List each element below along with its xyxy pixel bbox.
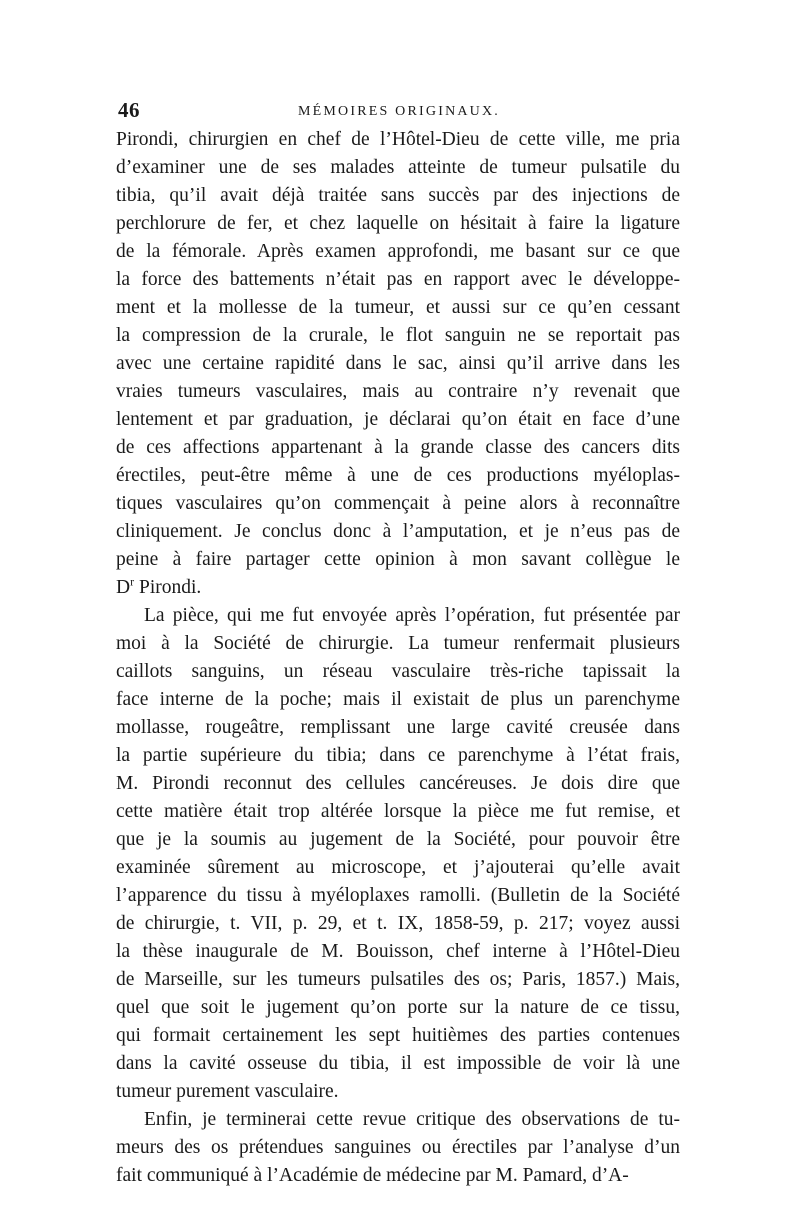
text-line: cette matière était trop altérée lorsque la pièce me fut remise, et bbox=[116, 801, 680, 822]
text-line: perchlorure de fer, et chez laquelle on hésitait à faire la ligature bbox=[116, 213, 680, 234]
text-line: cliniquement. Je conclus donc à l’amputation, et je n’eus pas de bbox=[116, 521, 680, 542]
text-line: de la fémorale. Après examen approfondi, me basant sur ce que bbox=[116, 241, 680, 262]
text-line bbox=[116, 574, 680, 602]
text-line: la thèse inaugurale de M. Bouisson, chef interne à l’Hôtel-Dieu bbox=[116, 941, 680, 962]
text-line: la partie supérieure du tibia; dans ce parenchyme à l’état frais, bbox=[116, 745, 680, 766]
text-line: lentement et par graduation, je déclarai qu’on était en face d’une bbox=[116, 409, 680, 430]
text-line: tiques vasculaires qu’on commençait à peine alors à reconnaître bbox=[116, 493, 680, 514]
text-line: que je la soumis au jugement de la Société, pour pouvoir être bbox=[116, 829, 680, 850]
paragraph bbox=[116, 126, 680, 602]
text-line: tibia, qu’il avait déjà traitée sans succès par des injections de bbox=[116, 185, 680, 206]
text-line: d’examiner une de ses malades atteinte de tumeur pulsatile du bbox=[116, 157, 680, 178]
text-line: M. Pirondi reconnut des cellules cancéreuses. Je dois dire que bbox=[116, 773, 680, 794]
text-line: meurs des os prétendues sanguines ou érectiles par l’analyse d’un bbox=[116, 1137, 680, 1158]
text-line: moi à la Société de chirurgie. La tumeur renfermait plusieurs bbox=[116, 633, 680, 654]
text-line: vraies tumeurs vasculaires, mais au contraire n’y revenait que bbox=[116, 381, 680, 402]
text-line: tumeur purement vasculaire. bbox=[116, 1081, 339, 1102]
abbreviation: D bbox=[116, 577, 131, 598]
text-line: fait communiqué à l’Académie de médecine par M. Pamard, d’A- bbox=[116, 1165, 629, 1186]
text-line: érectiles, peut-être même à une de ces productions myéloplas- bbox=[116, 465, 680, 486]
paragraph bbox=[116, 602, 680, 1106]
text-line: de ces affections appartenant à la grande classe des cancers dits bbox=[116, 437, 680, 458]
running-title: MÉMOIRES ORIGINAUX. bbox=[297, 104, 501, 119]
text-line: de chirurgie, t. VII, p. 29, et t. IX, 1858-59, p. 217; voyez aussi bbox=[116, 913, 680, 934]
text-line: La pièce, qui me fut envoyée après l’opération, fut présentée par bbox=[144, 605, 680, 626]
text-line: mollasse, rougeâtre, remplissant une large cavité creusée dans bbox=[116, 717, 680, 738]
text-line: quel que soit le jugement qu’on porte sur la nature de ce tissu, bbox=[116, 997, 680, 1018]
text-line: la force des battements n’était pas en rapport avec le développe- bbox=[116, 269, 680, 290]
text-line: caillots sanguins, un réseau vasculaire très-riche tapissait la bbox=[116, 661, 680, 682]
text-line: examinée sûrement au microscope, et j’ajouterai qu’elle avait bbox=[116, 857, 680, 878]
text-line: Pirondi, chirurgien en chef de l’Hôtel-Dieu de cette ville, me pria bbox=[116, 129, 680, 150]
text-line: dans la cavité osseuse du tibia, il est impossible de voir là une bbox=[116, 1053, 680, 1074]
text-fragment: Pirondi. bbox=[134, 577, 202, 598]
superscript: r bbox=[130, 574, 135, 589]
text-line: l’apparence du tissu à myéloplaxes ramolli. (Bulletin de la Société bbox=[116, 885, 680, 906]
page-number: 46 bbox=[118, 98, 140, 122]
text-line: ment et la mollesse de la tumeur, et aussi sur ce qu’en cessant bbox=[116, 297, 680, 318]
body-text bbox=[116, 126, 680, 1190]
page-header bbox=[118, 98, 680, 128]
text-line: qui formait certainement les sept huitièmes des parties contenues bbox=[116, 1025, 680, 1046]
text-line: face interne de la poche; mais il existait de plus un parenchyme bbox=[116, 689, 680, 710]
text-line: Enfin, je terminerai cette revue critique des observations de tu- bbox=[144, 1109, 680, 1130]
text-line: la compression de la crurale, le flot sanguin ne se reportait pas bbox=[116, 325, 680, 346]
text-line: peine à faire partager cette opinion à mon savant collègue le bbox=[116, 549, 680, 570]
paragraph bbox=[116, 1106, 680, 1190]
text-line: de Marseille, sur les tumeurs pulsatiles des os; Paris, 1857.) Mais, bbox=[116, 969, 680, 990]
text-line: avec une certaine rapidité dans le sac, ainsi qu’il arrive dans les bbox=[116, 353, 680, 374]
